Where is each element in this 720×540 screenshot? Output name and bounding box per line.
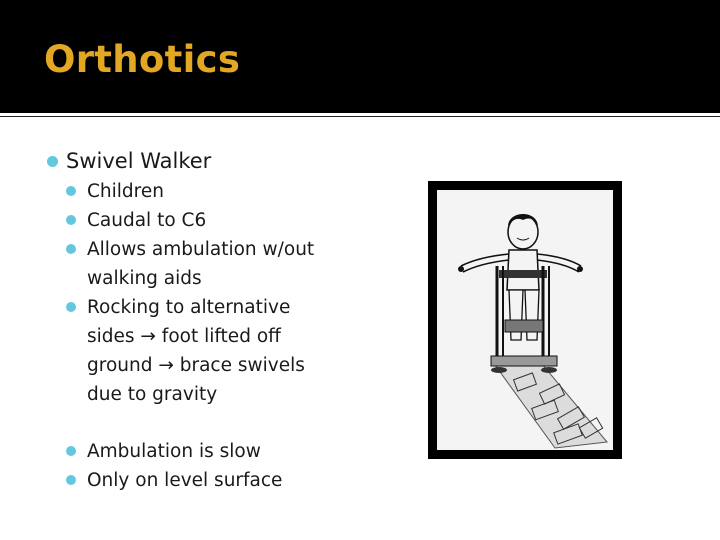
bullet-text: Swivel Walker: [66, 149, 212, 173]
sub-bullet-item: [66, 466, 407, 495]
sub-bullet-item: [66, 437, 407, 466]
bullet-list: [47, 146, 407, 495]
swivel-walker-illustration: [437, 190, 613, 450]
sub-bullet-text: Children: [87, 181, 164, 202]
sub-bullet-text: Only on level surface: [87, 470, 283, 491]
bullet-dot-icon: [66, 302, 76, 312]
bullet-dot-icon: [66, 475, 76, 485]
bullet-dot-icon: [47, 156, 58, 167]
bullet-dot-icon: [66, 244, 76, 254]
sub-bullet-text: Allows ambulation w/out walking aids: [87, 239, 315, 289]
slide-title: Orthotics: [44, 38, 241, 81]
sub-bullet-item: [66, 293, 312, 409]
sub-bullet-text: Caudal to C6: [87, 210, 207, 231]
sub-bullet-item: [66, 177, 407, 206]
bullet-dot-icon: [66, 186, 76, 196]
swivel-walker-drawing: [437, 190, 613, 450]
illustration-frame: [428, 181, 622, 459]
title-bar: [0, 0, 720, 113]
sub-bullet-item: [66, 206, 407, 235]
sub-bullet-text: Rocking to alternative sides → foot lifted off ground → brace swivels due to gravity: [87, 297, 305, 405]
title-divider: [0, 116, 720, 117]
sub-bullet-text: Ambulation is slow: [87, 441, 261, 462]
spacer: [47, 409, 407, 437]
bullet-dot-icon: [66, 215, 76, 225]
bullet-dot-icon: [66, 446, 76, 456]
sub-bullet-item: [66, 235, 327, 293]
bullet-item: [47, 146, 407, 177]
